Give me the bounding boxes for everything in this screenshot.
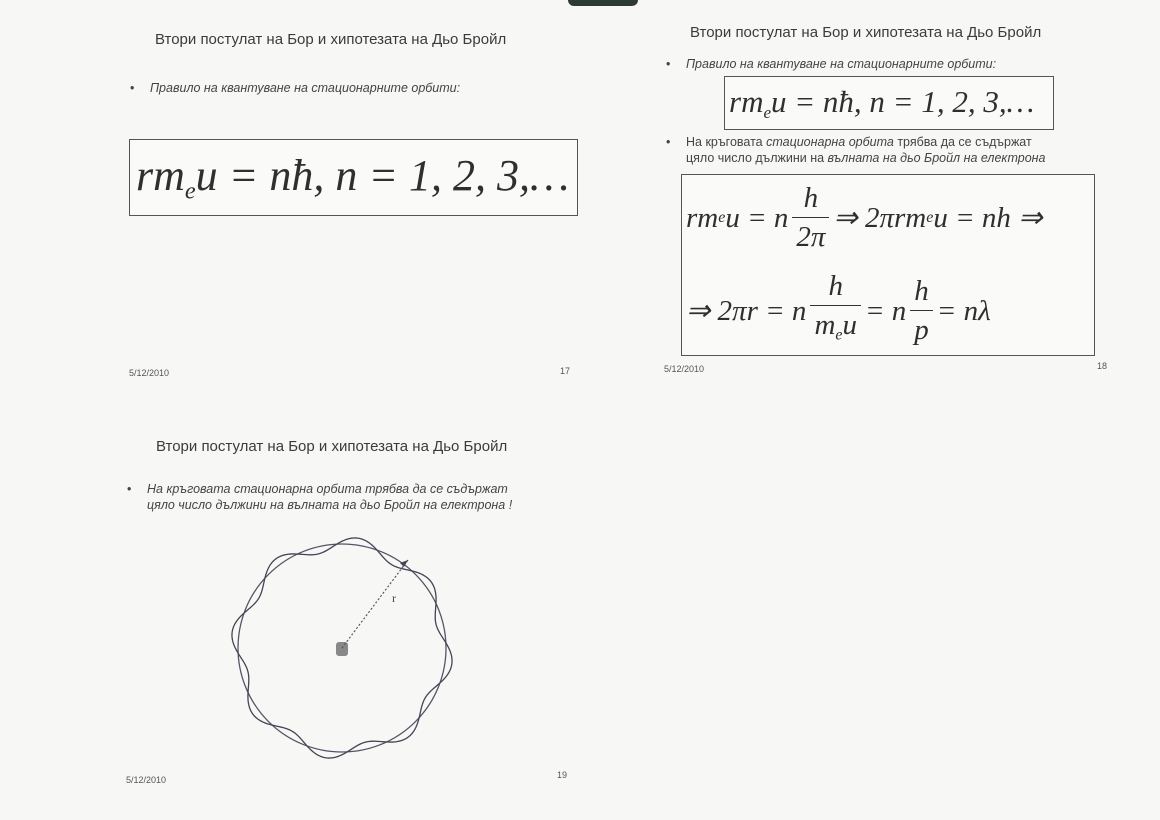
bullet-text-b: стационарна орбита bbox=[766, 135, 894, 149]
bullet-text-line-1: На кръговата стационарна орбита трябва да се съдържат bbox=[147, 482, 508, 496]
fraction-h-over-mu bbox=[810, 269, 861, 353]
formula-rhs: = nħ, n = 1, 2, 3,… bbox=[217, 151, 570, 200]
bullet-text: Правило на квантуване на стационарните орбити: bbox=[686, 57, 997, 71]
formula-text: = nλ bbox=[936, 294, 991, 327]
formula-rhs: = nħ, n = 1, 2, 3,… bbox=[786, 84, 1035, 119]
fraction-numerator: h bbox=[803, 182, 819, 214]
slide-date: 5/12/2010 bbox=[126, 775, 167, 785]
bullet-text-f: на електрона bbox=[960, 151, 1046, 165]
bullet-de-broglie-condition bbox=[666, 134, 1046, 166]
fraction-den-m: m bbox=[814, 309, 836, 341]
derivation-formula-box bbox=[681, 174, 1095, 356]
nucleus bbox=[336, 642, 348, 656]
radius-line bbox=[342, 560, 408, 648]
bullet-text-d: цяло число дължини на bbox=[686, 151, 828, 165]
bullet-dot: • bbox=[127, 482, 132, 496]
fraction-h-over-p bbox=[910, 274, 933, 347]
slide-title: Втори постулат на Бор и хипотезата на Дьо Бройл bbox=[156, 438, 508, 455]
formula-sub-e: e bbox=[718, 208, 726, 226]
slide-title: Втори постулат на Бор и хипотезата на Дьо Бройл bbox=[155, 31, 507, 48]
formula-text: ⇒ 2πrm bbox=[833, 201, 927, 234]
fraction-numerator: h bbox=[914, 275, 929, 308]
formula-text: u = nh ⇒ bbox=[933, 201, 1043, 234]
formula-rm: rm bbox=[729, 84, 764, 119]
bullet-dot: • bbox=[130, 81, 135, 95]
bullet-text-e: вълната на дьо Бройл bbox=[827, 151, 961, 165]
bullet-dot: • bbox=[666, 57, 671, 71]
fraction-denominator bbox=[810, 305, 861, 353]
fraction-h-over-2pi bbox=[792, 181, 829, 254]
formula-text: u = n bbox=[725, 201, 789, 234]
formula-rm: rm bbox=[686, 201, 719, 234]
slide-page-number: 19 bbox=[557, 770, 568, 780]
bullet-de-broglie-condition bbox=[127, 481, 513, 513]
derivation-line-2 bbox=[686, 269, 991, 353]
bullet-text-a: На кръговата bbox=[686, 135, 767, 149]
formula-text: ⇒ 2πr = n bbox=[686, 294, 807, 327]
slide-date: 5/12/2010 bbox=[129, 368, 170, 378]
formula-sub-e: e bbox=[763, 102, 772, 122]
formula-u: u bbox=[195, 151, 218, 200]
formula-sub-e: e bbox=[926, 208, 934, 226]
fraction-denominator: p bbox=[910, 310, 933, 347]
quantization-formula bbox=[729, 81, 1034, 134]
bullet-text-line-2: цяло число дължини на вълната на дьо Бройл на електрона ! bbox=[147, 498, 513, 512]
quantization-formula-box bbox=[724, 76, 1054, 130]
fraction-numerator: h bbox=[828, 270, 843, 302]
formula-rm: rm bbox=[136, 151, 185, 200]
bullet-quantization-rule bbox=[666, 56, 997, 72]
bullet-text-c: трябва да се съдържат bbox=[893, 135, 1032, 149]
bullet-text: Правило на квантуване на стационарните орбити: bbox=[150, 81, 461, 95]
radius-label: r bbox=[392, 591, 396, 605]
slide-date: 5/12/2010 bbox=[664, 364, 705, 374]
slide-page-number: 17 bbox=[560, 366, 571, 376]
bullet-dot: • bbox=[666, 135, 671, 149]
slide-title: Втори постулат на Бор и хипотезата на Дьо Бройл bbox=[690, 24, 1042, 41]
formula-sub-e: e bbox=[835, 326, 843, 344]
derivation-line-1 bbox=[686, 181, 1042, 254]
orbit-wave-diagram bbox=[214, 520, 474, 780]
formula-text: = n bbox=[864, 294, 907, 327]
fraction-den-u: u bbox=[842, 309, 857, 341]
formula-sub-e: e bbox=[184, 177, 196, 205]
slide-page-number: 18 bbox=[1097, 361, 1108, 371]
fraction-denominator: 2π bbox=[792, 217, 829, 254]
formula-u: u bbox=[771, 84, 787, 119]
